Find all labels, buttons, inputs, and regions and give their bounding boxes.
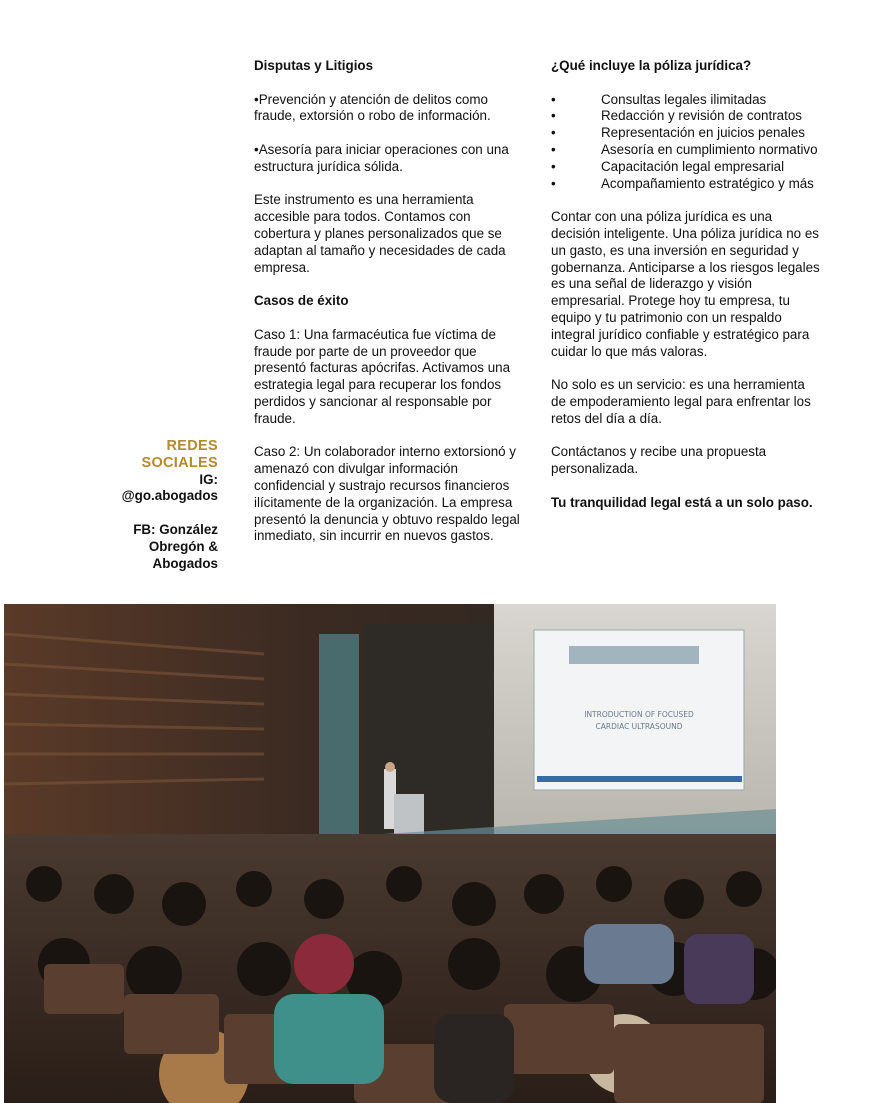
bullet-icon: • [551,91,556,107]
facebook-info: FB: González Obregón & Abogados [133,521,218,571]
case-2: Caso 2: Un colaborador interno extorsionó y amenazó con divulgar información confidencial y sustrajo recursos financieros ilícitamente de la organización. La empresa presentó la denuncia y obtuvo respaldo legal inmediato, sin incurrir en nuevos gastos. [254,444,520,544]
bullet-item: •Prevención y atención de delitos como fraude, extorsión o robo de información. [254,91,491,124]
case-1: Caso 1: Una farmacéutica fue víctima de fraude por parte de un proveedor que presentó facturas apócrifas. Activamos una estrategia legal para recuperar los fondos perdidos y sancionar al responsable por fraude. [254,326,511,426]
left-column [254,58,522,562]
included-list [551,92,821,193]
list-item: • Consultas legales ilimitadas [551,91,767,107]
social-sidebar [96,438,218,589]
screen-logo [569,646,699,664]
heading-poliza: ¿Qué incluye la póliza jurídica? [551,58,752,73]
list-item: • Capacitación legal empresarial [551,158,785,174]
bullet-icon: • [254,91,259,107]
closing-line: Tu tranquilidad legal está a un solo paso. [551,494,813,510]
bullet-icon: • [551,125,556,141]
bullet-icon: • [551,141,556,157]
list-item: • Redacción y revisión de contratos [551,108,802,124]
paragraph-servicio: No solo es un servicio: es una herramienta de empoderamiento legal para enfrentar los retos del día a día. [551,377,811,426]
list-item: • Representación en juicios penales [551,125,805,141]
conference-photo [4,604,776,1103]
paragraph-instrumento: Este instrumento es una herramienta accesible para todos. Contamos con cobertura y planes personalizados que se adaptan al tamaño y necesidades de cada empresa. [254,192,506,275]
paragraph-contacto: Contáctanos y recibe una propuesta personalizada. [551,444,767,477]
bullet-icon: • [551,175,556,191]
speaker-head [385,762,395,772]
screen-text-2: CARDIAC ULTRASOUND [595,722,683,731]
bullet-item: •Asesoría para iniciar operaciones con una estructura jurídica sólida. [254,141,509,174]
bullet-icon: • [551,158,556,174]
right-column [551,58,821,528]
instagram-handle: @go.abogados [121,488,218,504]
heading-casos: Casos de éxito [254,293,349,309]
conference-illustration [4,604,776,1103]
screen-bar [537,776,742,782]
paragraph-decision: Contar con una póliza jurídica es una decisión inteligente. Una póliza jurídica no es un gasto, es una inversión en seguridad y gobernanza. Anticiparse a los riesgos legales es una señal de liderazgo y visión empresarial. Protege hoy tu empresa, tu equipo y tu patrimonio con un respaldo integral jurídico confiable y estratégico para cuidar lo que más valoras. [551,209,820,359]
instagram-info: IG: @go.abogados [121,471,218,504]
teal-column [319,634,359,834]
heading-disputas: Disputas y Litigios [254,58,374,73]
bullet-icon: • [551,108,556,124]
stage-wall [364,624,494,839]
screen-text-1: INTRODUCTION OF FOCUSED [584,710,694,719]
sidebar-title: REDES SOCIALES [141,438,218,471]
list-item: • Asesoría en cumplimiento normativo [551,141,818,157]
list-item: • Acompañamiento estratégico y más [551,175,814,191]
bullet-icon: • [254,141,259,157]
